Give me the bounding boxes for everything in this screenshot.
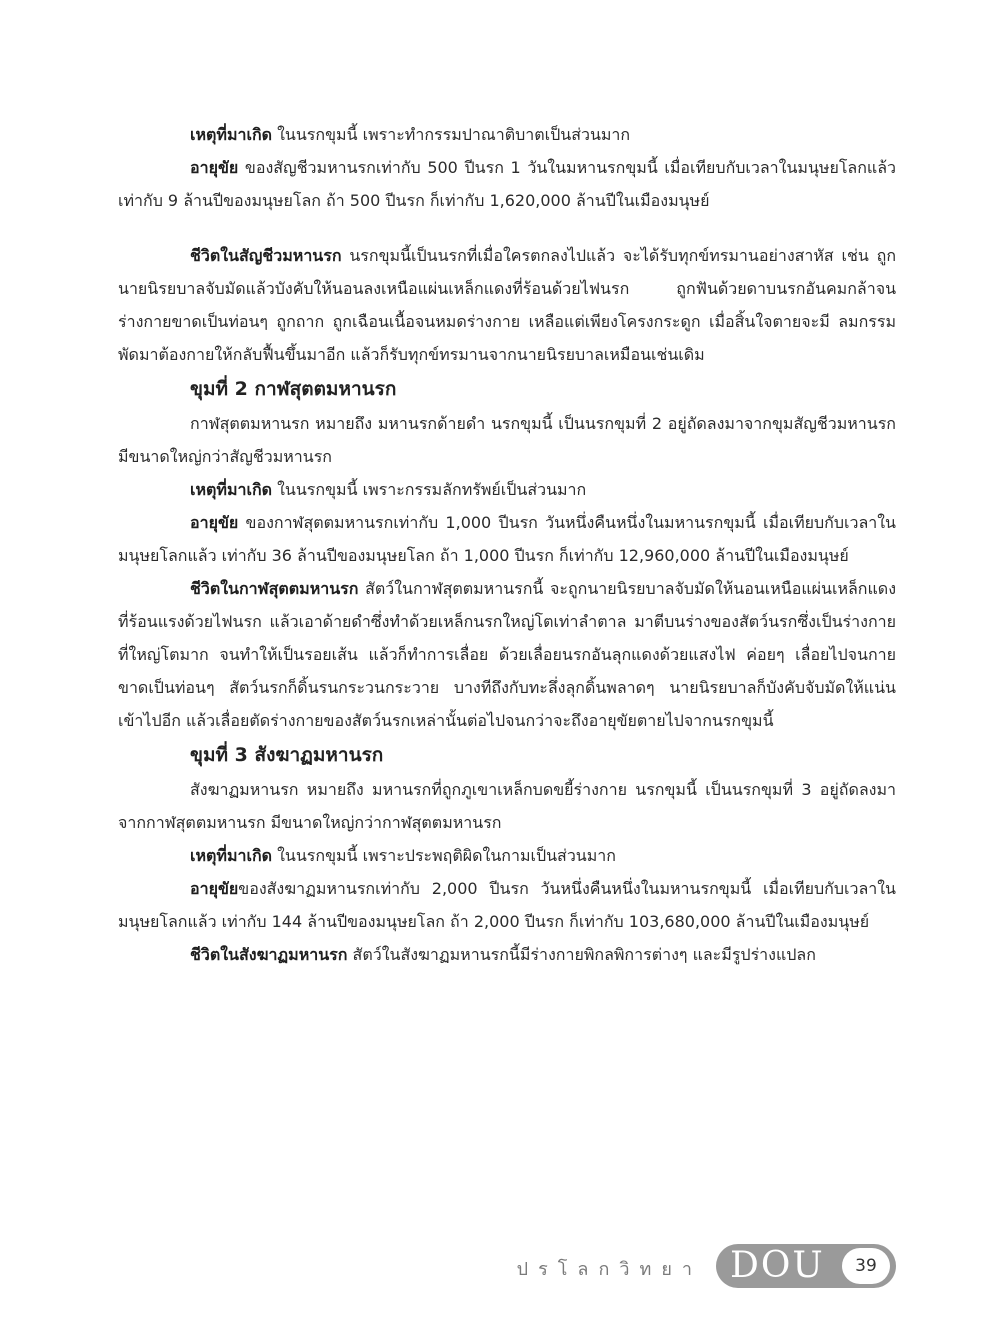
label-lifespan: อายุขัย bbox=[190, 513, 239, 532]
page-body bbox=[118, 118, 896, 971]
label-lifespan: อายุขัย bbox=[190, 879, 239, 898]
page-number: 39 bbox=[842, 1248, 890, 1284]
label-cause: เหตุที่มาเกิด bbox=[190, 125, 273, 144]
paragraph-text: ของกาฬสุตตมหานรกเท่ากับ 1,000 ปีนรก วันหนึ่งคืนหนึ่งในมหานรกขุมนี้ เมื่อเทียบกับเวลาในมนุษยโลกแล้ว เท่ากับ 36 ล้านปีของมนุษยโลก ถ้า 1,000 ปีนรก ก็เท่ากับ 12,960,000 ล้านปีในเมืองมนุษย์ bbox=[118, 513, 896, 565]
paragraph-text: สัตว์ในกาฬสุตตมหานรกนี้ จะถูกนายนิรยบาลจับมัดให้นอนเหนือแผ่นเหล็กแดงที่ร้อนแรงด้วยไฟนรก แล้วเอาด้ายดำซึ่งทำด้วยเหล็กนรกใหญ่โตเท่าลำตาล มาตีบนร่างของสัตว์นรกซึ่งเป็นร่างกายที่ใหญ่โตมาก จนทำให้เป็นรอยเส้น แล้วก็ทำการเลื่อย ด้วยเลื่อยนรกอันลุกแดงด้วยแสงไฟ ค่อยๆ เลื่อยไปจนกายขาดเป็นท่อนๆ สัตว์นรกก็ดิ้นรนกระวนกระวาย บางทีถึงกับทะลึ่งลุกดิ้นพลาดๆ นายนิรยบาลก็บังคับจับมัดให้แน่นเข้าไปอีก แล้วเลื่อยตัดร่างกายของสัตว์นรกเหล่านั้นต่อไปจนกว่าจะถึงอายุขัยตายไปจากนรกขุมนี้ bbox=[118, 579, 896, 730]
paragraph-life-2 bbox=[118, 572, 896, 737]
paragraph-life-1 bbox=[118, 239, 896, 371]
paragraph-lifespan-1 bbox=[118, 151, 896, 217]
footer-badge bbox=[716, 1244, 896, 1288]
paragraph-life-3 bbox=[118, 938, 896, 971]
paragraph-text: ในนรกขุมนี้ เพราะกรรมลักทรัพย์เป็นส่วนมาก bbox=[272, 480, 587, 499]
paragraph-text: นรกขุมนี้เป็นนรกที่เมื่อใครตกลงไปแล้ว จะได้รับทุกข์ทรมานอย่างสาหัส เช่น ถูกนายนิรยบาลจับมัดแล้วบังคับให้นอนลงเหนือแผ่นเหล็กแดงที่ร้อนด้วยไฟนรก ถูกฟันด้วยดาบนรกอันคมกล้าจนร่างกายขาดเป็นท่อนๆ ถูกถาก ถูกเฉือนเนื้อจนหมดร่างกาย เหลือแต่เพียงโครงกระดูก เมื่อสิ้นใจตายจะมี ลมกรรม พัดมาต้องกายให้กลับฟื้นขึ้นมาอีก แล้วก็รับทุกข์ทรมานจากนายนิรยบาลเหมือนเช่นเดิม bbox=[118, 246, 896, 364]
paragraph-cause-1 bbox=[118, 118, 896, 151]
label-cause: เหตุที่มาเกิด bbox=[190, 846, 273, 865]
section-heading-2: ขุมที่ 2 กาฬสุตตมหานรก bbox=[190, 378, 397, 400]
paragraph-intro-2: กาฬสุตตมหานรก หมายถึง มหานรกด้ายดำ นรกขุมนี้ เป็นนรกขุมที่ 2 อยู่ถัดลงมาจากขุมสัญชีวมหานรก มีขนาดใหญ่กว่าสัญชีวมหานรก bbox=[118, 414, 896, 466]
paragraph-text: ของสัญชีวมหานรกเท่ากับ 500 ปีนรก 1 วันในมหานรกขุมนี้ เมื่อเทียบกับเวลาในมนุษยโลกแล้ว เท่ากับ 9 ล้านปีของมนุษยโลก ถ้า 500 ปีนรก ก็เท่ากับ 1,620,000 ล้านปีในเมืองมนุษย์ bbox=[118, 158, 896, 210]
label-cause: เหตุที่มาเกิด bbox=[190, 480, 273, 499]
paragraph-text: ในนรกขุมนี้ เพราะประพฤติผิดในกามเป็นส่วนมาก bbox=[272, 846, 616, 865]
page-footer bbox=[0, 1242, 1000, 1292]
label-lifespan: อายุขัย bbox=[190, 158, 239, 177]
label-life: ชีวิตในกาฬสุตตมหานรก bbox=[190, 579, 359, 598]
paragraph-lifespan-2 bbox=[118, 506, 896, 572]
paragraph-text: ของสังฆาฏมหานรกเท่ากับ 2,000 ปีนรก วันหนึ่งคืนหนึ่งในมหานรกขุมนี้ เมื่อเทียบกับเวลาในมนุษยโลกแล้ว เท่ากับ 144 ล้านปีของมนุษยโลก ถ้า 2,000 ปีนรก ก็เท่ากับ 103,680,000 ล้านปีในเมืองมนุษย์ bbox=[118, 879, 896, 931]
paragraph-text: สัตว์ในสังฆาฏมหานรกนี้มีร่างกายพิกลพิการต่างๆ และมีรูปร่างแปลก bbox=[347, 945, 816, 964]
paragraph-intro-3: สังฆาฏมหานรก หมายถึง มหานรกที่ถูกภูเขาเหล็กบดขยี้ร่างกาย นรกขุมนี้ เป็นนรกขุมที่ 3 อยู่ถัดลงมาจากกาฬสุตตมหานรก มีขนาดใหญ่กว่ากาฬสุตตมหานรก bbox=[118, 780, 896, 832]
label-life: ชีวิตในสังฆาฏมหานรก bbox=[190, 945, 348, 964]
section-heading-3: ขุมที่ 3 สังฆาฏมหานรก bbox=[190, 744, 384, 766]
dou-logo: DOU bbox=[730, 1245, 825, 1286]
paragraph-cause-2 bbox=[118, 473, 896, 506]
paragraph-cause-3 bbox=[118, 839, 896, 872]
footer-book-title: ปรโลกวิทยา bbox=[516, 1259, 702, 1280]
paragraph-text: ในนรกขุมนี้ เพราะทำกรรมปาณาติบาตเป็นส่วนมาก bbox=[272, 125, 631, 144]
paragraph-lifespan-3 bbox=[118, 872, 896, 938]
label-life: ชีวิตในสัญชีวมหานรก bbox=[190, 246, 342, 265]
